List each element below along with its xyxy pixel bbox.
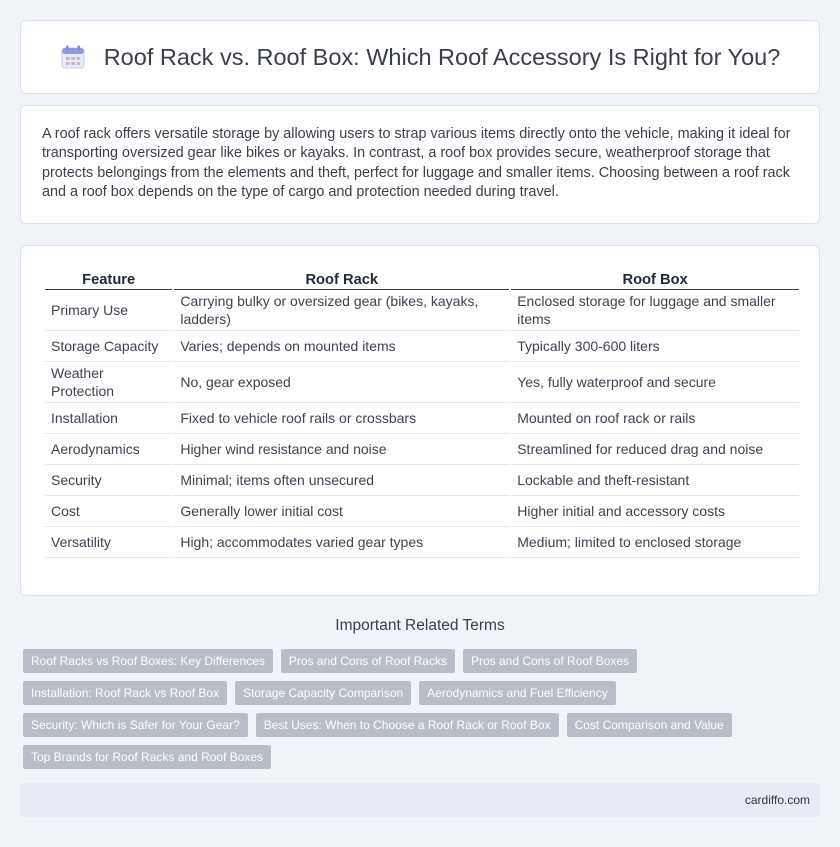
table-row xyxy=(45,403,799,434)
related-term-tag[interactable]: Storage Capacity Comparison xyxy=(235,681,411,705)
column-header-feature: Feature xyxy=(45,266,172,290)
comparison-table-card xyxy=(20,245,820,596)
table-cell: Fixed to vehicle roof rails or crossbars xyxy=(174,403,509,434)
table-cell: Lockable and theft-resistant xyxy=(511,465,799,496)
table-row xyxy=(45,465,799,496)
calendar-icon xyxy=(60,44,86,70)
table-cell: Streamlined for reduced drag and noise xyxy=(511,434,799,465)
column-header-roof-box: Roof Box xyxy=(511,266,799,290)
related-terms-list xyxy=(23,649,823,777)
column-header-roof-rack: Roof Rack xyxy=(174,266,509,290)
page-title: Roof Rack vs. Roof Box: Which Roof Accessory Is Right for You? xyxy=(103,43,781,70)
related-term-tag[interactable]: Pros and Cons of Roof Boxes xyxy=(463,649,637,673)
table-cell: Primary Use xyxy=(45,290,172,331)
table-cell: Higher wind resistance and noise xyxy=(174,434,509,465)
table-cell: Typically 300-600 liters xyxy=(511,331,799,362)
table-cell: Generally lower initial cost xyxy=(174,496,509,527)
table-cell: Installation xyxy=(45,403,172,434)
footer xyxy=(20,783,820,817)
table-cell: No, gear exposed xyxy=(174,362,509,403)
table-cell: Mounted on roof rack or rails xyxy=(511,403,799,434)
intro-card xyxy=(20,105,820,224)
comparison-table xyxy=(43,266,801,558)
table-cell: Weather Protection xyxy=(45,362,172,403)
table-row xyxy=(45,362,799,403)
related-term-tag[interactable]: Best Uses: When to Choose a Roof Rack or Roof Box xyxy=(256,713,559,737)
related-term-tag[interactable]: Installation: Roof Rack vs Roof Box xyxy=(23,681,227,705)
table-cell: Aerodynamics xyxy=(45,434,172,465)
related-term-tag[interactable]: Cost Comparison and Value xyxy=(567,713,732,737)
table-cell: Minimal; items often unsecured xyxy=(174,465,509,496)
table-cell: Varies; depends on mounted items xyxy=(174,331,509,362)
table-cell: Carrying bulky or oversized gear (bikes, kayaks, ladders) xyxy=(174,290,509,331)
intro-text: A roof rack offers versatile storage by allowing users to strap various items directly onto the vehicle, making it ideal for transporting oversized gear like bikes or kayaks. In contrast, a roof box provides secure, weatherproof storage that protects belongings from the elements and theft, perfect for luggage and smaller items. Choosing between a roof rack and a roof box depends on the type of cargo and protection needed during travel. xyxy=(42,126,791,200)
table-cell: Enclosed storage for luggage and smaller items xyxy=(511,290,799,331)
table-cell: Versatility xyxy=(45,527,172,558)
related-term-tag[interactable]: Security: Which is Safer for Your Gear? xyxy=(23,713,248,737)
table-cell: High; accommodates varied gear types xyxy=(174,527,509,558)
related-term-tag[interactable]: Pros and Cons of Roof Racks xyxy=(281,649,455,673)
table-row xyxy=(45,290,799,331)
table-cell: Security xyxy=(45,465,172,496)
footer-site-link[interactable]: cardiffo.com xyxy=(744,793,810,807)
related-terms-title: Important Related Terms xyxy=(335,617,505,634)
table-cell: Storage Capacity xyxy=(45,331,172,362)
table-cell: Cost xyxy=(45,496,172,527)
table-row xyxy=(45,434,799,465)
table-row xyxy=(45,331,799,362)
table-row xyxy=(45,527,799,558)
table-cell: Medium; limited to enclosed storage xyxy=(511,527,799,558)
related-term-tag[interactable]: Aerodynamics and Fuel Efficiency xyxy=(419,681,616,705)
title-card xyxy=(20,20,820,94)
table-header-row xyxy=(45,266,799,290)
table-cell: Yes, fully waterproof and secure xyxy=(511,362,799,403)
table-row xyxy=(45,496,799,527)
related-term-tag[interactable]: Top Brands for Roof Racks and Roof Boxes xyxy=(23,745,271,769)
related-term-tag[interactable]: Roof Racks vs Roof Boxes: Key Differences xyxy=(23,649,273,673)
table-cell: Higher initial and accessory costs xyxy=(511,496,799,527)
